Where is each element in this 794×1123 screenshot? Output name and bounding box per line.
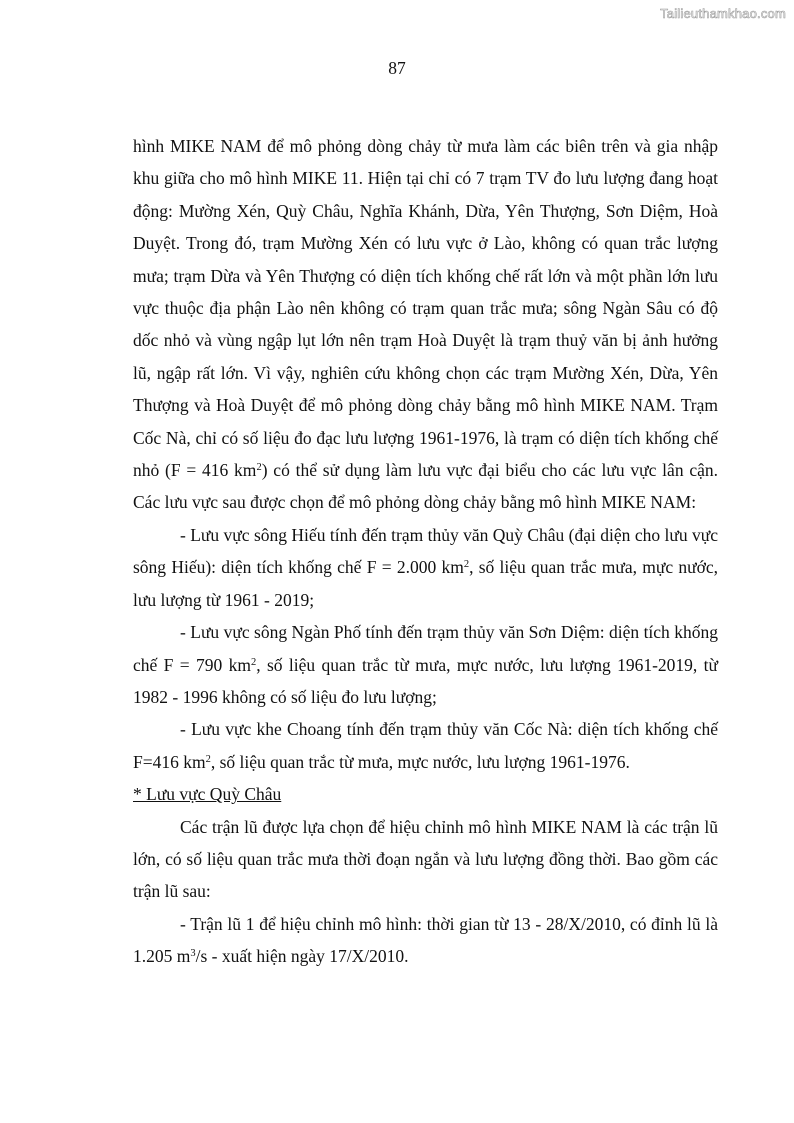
superscript: 2 (205, 753, 211, 765)
paragraph-intro-text: hình MIKE NAM để mô phỏng dòng chảy từ mưa làm các biên trên và gia nhập khu giữa cho mô hình MIKE 11. Hiện tại chỉ có 7 trạm TV đo lưu lượng đang hoạt động: Mường Xén, Quỳ Châu, Nghĩa Khánh, Dừa, Yên Thượng, Sơn Diệm, Hoà Duyệt. Trong đó, trạm Mường Xén có lưu vực ở Lào, không có quan trắc lượng mưa; trạm Dừa và Yên Thượng có diện tích khống chế rất lớn và một phần lớn lưu vực thuộc địa phận Lào nên không có trạm quan trắc mưa; sông Ngàn Sâu có độ dốc nhỏ và vùng ngập lụt lớn nên trạm Hoà Duyệt là trạm thuỷ văn bị ảnh hưởng lũ, ngập rất lớn. Vì vậy, nghiên cứu không chọn các trạm Mường Xén, Dừa, Yên Thượng và Hoà Duyệt để mô phỏng dòng chảy bằng mô hình MIKE NAM. Trạm Cốc Nà, chỉ có số liệu đo đạc lưu lượng 1961-1976, là trạm có diện tích khống chế nhỏ (F = 416 km (133, 136, 718, 481)
superscript: 3 (190, 948, 196, 960)
list-item-ngan-pho (133, 616, 718, 713)
list-item-khe-choang (133, 713, 718, 778)
list-item-end: , số liệu quan trắc từ mưa, mực nước, lưu lượng 1961-1976. (210, 751, 630, 772)
list-item-text: - Lưu vực khe Choang tính đến trạm thủy văn Cốc Nà: diện tích khống chế F=416 km (133, 719, 718, 772)
section-heading: * Lưu vực Quỳ Châu (133, 784, 282, 805)
list-item-flood-1 (133, 908, 718, 973)
superscript: 2 (256, 462, 262, 474)
list-item-end: , số liệu quan trắc từ mưa, mực nước, lưu lượng 1961-2019, từ 1982 - 1996 không có số liệu đo lưu lượng; (133, 654, 718, 707)
list-item-text: - Trận lũ 1 để hiệu chỉnh mô hình: thời gian từ 13 - 28/X/2010, có đỉnh lũ là 1.205 m (133, 913, 718, 967)
list-item-text: - Lưu vực sông Hiếu tính đến trạm thủy văn Quỳ Châu (đại diện cho lưu vực sông Hiếu): diện tích khống chế F = 2.000 km (133, 524, 718, 578)
paragraph-flood-selection: Các trận lũ được lựa chọn để hiệu chỉnh mô hình MIKE NAM là các trận lũ lớn, có số liệu quan trắc mưa thời đoạn ngắn và lưu lượng đồng thời. Bao gồm các trận lũ sau: (133, 816, 718, 902)
watermark: Tailieuthamkhao.com (660, 6, 786, 21)
document-body (133, 130, 718, 973)
list-item-song-hieu (133, 519, 718, 616)
paragraph-intro (133, 130, 718, 519)
superscript: 2 (251, 656, 257, 668)
list-item-text: - Lưu vực sông Ngàn Phố tính đến trạm thủy văn Sơn Diệm: diện tích khống chế F = 790 km (133, 622, 718, 675)
list-item-end: /s - xuất hiện ngày 17/X/2010. (195, 946, 409, 967)
page-number: 87 (388, 58, 406, 78)
list-item-end: , số liệu quan trắc mưa, mực nước, lưu lượng từ 1961 - 2019; (133, 557, 718, 610)
paragraph-intro-end: ) có thể sử dụng làm lưu vực đại biểu cho các lưu vực lân cận. Các lưu vực sau được chọn để mô phỏng dòng chảy bằng mô hình MIKE NAM: (133, 460, 719, 513)
superscript: 2 (463, 559, 470, 571)
